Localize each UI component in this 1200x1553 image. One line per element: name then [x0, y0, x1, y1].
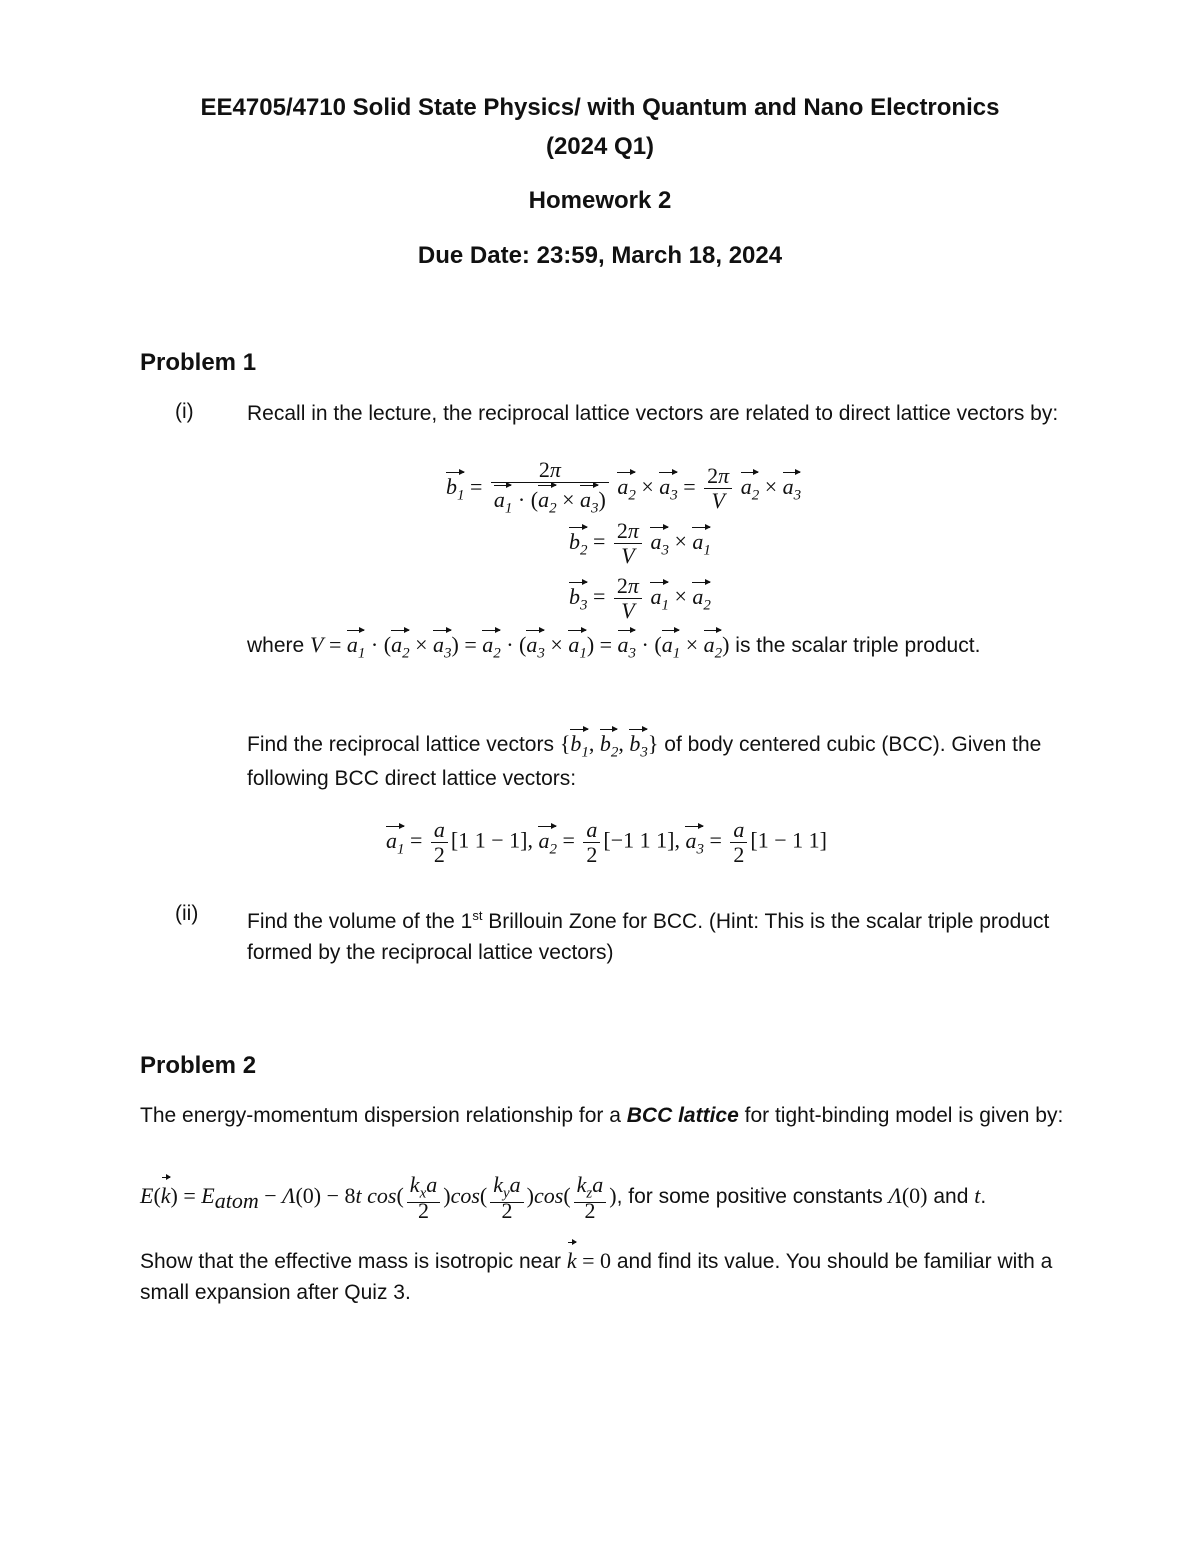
problem-2-heading: Problem 2	[140, 1052, 257, 1079]
problem-2-intro: The energy-momentum dispersion relationship for a BCC lattice for tight-binding model is given by:	[140, 1104, 1064, 1127]
homework-title: Homework 2	[528, 187, 672, 214]
equation-bcc-direct-vectors: $a_1$ = $\frac{a}{2}$ [1 1 − 1], $a_2$ = $\frac{a}{2}$ [−1 1 1], $a_3$ = $\frac{a}{2}$ [1 − 1 1]	[386, 817, 827, 867]
part-ii-text: Find the volume of the 1st Brillouin Zone for BCC. (Hint: This is the scalar triple product formed by the reciprocal lattice vectors)	[247, 908, 1050, 964]
part-i-label: (i)	[175, 400, 194, 423]
find-reciprocal-vectors-text: Find the reciprocal lattice vectors {$b_1$, $b_2$, $b_3$} of body centered cubic (BCC). Given the following BCC direct lattice vectors:	[247, 727, 1067, 794]
part-ii-label: (ii)	[175, 902, 199, 925]
course-title: EE4705/4710 Solid State Physics/ with Quantum and Nano Electronics	[200, 94, 1000, 121]
problem-1-heading: Problem 1	[140, 349, 257, 376]
equation-b1: $b_1$ = $\frac{2\pi}{a_1 \cdot (a_2 \times a_3)}$ $a_2 \times a_3$ = $\frac{2\pi}{V}$ $a_2 \times a_3$	[446, 458, 801, 519]
due-date: Due Date: 23:59, March 18, 2024	[417, 242, 783, 269]
equation-b2: $b_2$ = $\frac{2\pi}{V}$ $a_3 \times a_1$	[569, 518, 711, 568]
scalar-triple-product-definition: where $V = a_1 \cdot (a_2 \times a_3) = a_2 \cdot (a_3 \times a_1) = a_3 \cdot (a_1 \times a_2)$ is the scalar triple product.	[247, 628, 1067, 664]
term: (2024 Q1)	[545, 133, 655, 160]
part-i-intro: Recall in the lecture, the reciprocal lattice vectors are related to direct lattice vectors by:	[247, 402, 1059, 425]
effective-mass-question: Show that the effective mass is isotropic near k = 0 and find its value. You should be familiar with a small expansion after Quiz 3.	[140, 1241, 1070, 1308]
equation-b3: $b_3$ = $\frac{2\pi}{V}$ $a_1 \times a_2$	[569, 573, 711, 623]
dispersion-equation: $E(k) = E_{atom} - \Lambda(0) - 8t$ cos( $\frac{k_xa}{2}$ )cos( $\frac{k_ya}{2}$ )cos( $\frac{k_za}{2}$ ), for some positive constants Λ(0) and t.	[140, 1172, 987, 1223]
